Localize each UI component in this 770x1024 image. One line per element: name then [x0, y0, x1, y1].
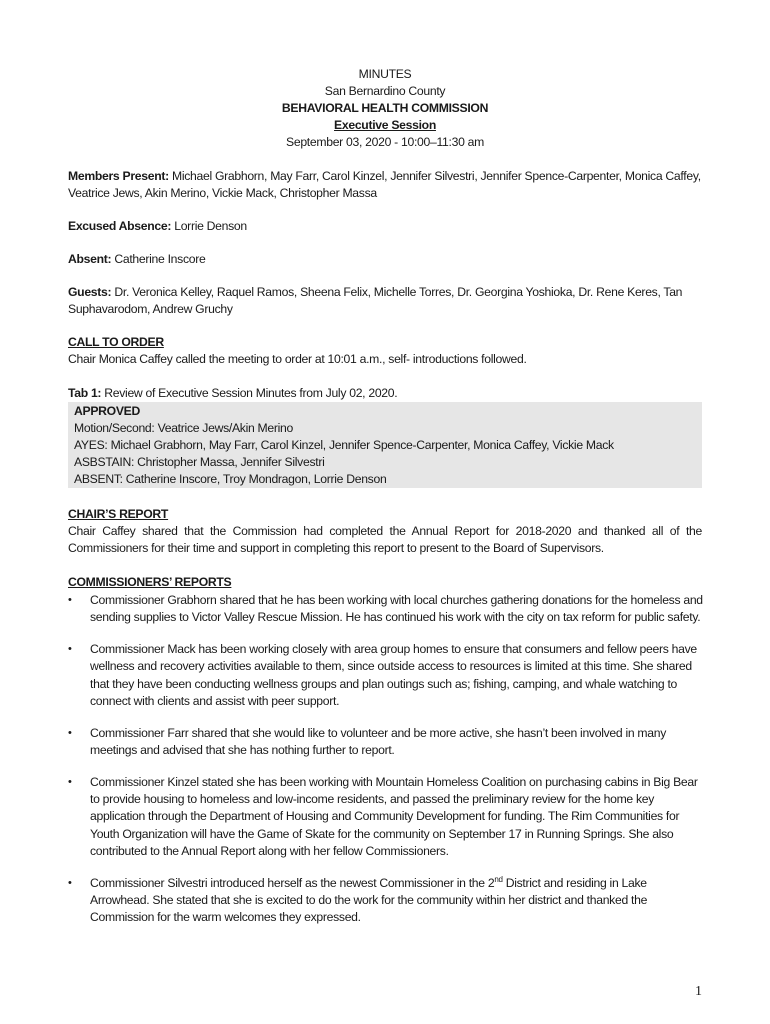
bullet-icon: • [68, 726, 72, 739]
commissioners-reports-title: COMMISSIONERS’ REPORTS [68, 575, 232, 589]
call-to-order-title: CALL TO ORDER [68, 335, 164, 349]
bullet-icon: • [68, 775, 72, 788]
list-item [68, 725, 708, 760]
report-text-after: District and residing in Lake Arrowhead. She stated that she is excited to do the work for the community within her district and thanked the Commission for the warm welcomes they expressed. [90, 875, 648, 925]
absent [68, 251, 704, 268]
absent-text: Catherine Inscore [111, 252, 206, 266]
bullet-icon: • [68, 594, 72, 606]
guests [68, 284, 704, 319]
members-label: Members Present: [68, 169, 169, 183]
report-text: Commissioner Mack has been working closely with area group homes to ensure that consumers and fellow peers have wellness and recovery activities available to them, since outside access to resources is limited at this time. She shared that they have been conducting wellness groups and plan outings such as; fishing, camping, and whale watching to connect with clients and assist with peer support. [90, 642, 697, 708]
guests-text: Dr. Veronica Kelley, Raquel Ramos, Sheena Felix, Michelle Torres, Dr. Georgina Yoshioka, Dr. Rene Keres, Tan Suphavarodom, Andrew Gruchy [68, 285, 683, 317]
tab1-text: Review of Executive Session Minutes from July 02, 2020. [101, 386, 398, 400]
members-present [68, 168, 704, 203]
bullet-icon: • [68, 643, 72, 656]
guests-label: Guests: [68, 285, 112, 299]
minutes-header [0, 66, 770, 151]
excused-absence [68, 218, 704, 235]
page-number: 1 [695, 984, 702, 999]
list-item [68, 592, 708, 627]
vote-ayes: AYES: Michael Grabhorn, May Farr, Carol Kinzel, Jennifer Spence-Carpenter, Monica Caffey, Vickie Mack [74, 438, 614, 452]
chairs-report-text: Chair Caffey shared that the Commission had completed the Annual Report for 2018-2020 and thanked all of the Commissioners for their time and support in completing this report to present to the Board of Supervisors. [68, 524, 702, 556]
chairs-report-heading [68, 506, 704, 523]
list-item [68, 641, 708, 710]
header-session: Executive Session [334, 118, 436, 132]
commissioners-reports-list [68, 592, 708, 941]
chairs-report-title: CHAIR’S REPORT [68, 507, 169, 521]
header-commission: BEHAVIORAL HEALTH COMMISSION [281, 101, 489, 115]
tab1-label: Tab 1: [68, 386, 102, 400]
excused-label: Excused Absence: [68, 219, 172, 233]
report-text-sup: nd [494, 874, 503, 884]
tab1-line [68, 385, 704, 402]
header-county: San Bernardino County [324, 84, 446, 98]
report-text-before: Commissioner Silvestri introduced herself as the newest Commissioner in the 2 [90, 875, 495, 890]
excused-text: Lorrie Denson [171, 219, 247, 233]
header-minutes: MINUTES [358, 67, 412, 81]
call-to-order-heading [68, 334, 704, 351]
members-text: Michael Grabhorn, May Farr, Carol Kinzel, Jennifer Silvestri, Jennifer Spence-Carpenter, Monica Caffey, Veatrice Jews, Akin Merino, Vickie Mack, Christopher Massa [68, 169, 701, 201]
report-text: Commissioner Kinzel stated she has been working with Mountain Homeless Coalition on purchasing cabins in Big Bear to provide housing to homeless and low-income residents, and passed the preliminary review for the home key application through the Department of Housing and Community Development for funding. The Rim Communities for Youth Organization will have the Game of Skate for the community on September 17 in Running Springs. She also contributed to the Annual Report along with her fellow Commissioners. [90, 774, 698, 859]
list-item [68, 875, 708, 927]
report-text: Commissioner Farr shared that she would like to volunteer and be more active, she hasn’t been involved in many meetings and advised that she has nothing further to report. [90, 725, 667, 758]
bullet-icon: • [68, 876, 72, 889]
vote-abstain: ASBSTAIN: Christopher Massa, Jennifer Silvestri [74, 455, 325, 469]
commissioners-reports-heading [68, 574, 704, 591]
vote-motion: Motion/Second: Veatrice Jews/Akin Merino [74, 421, 293, 435]
call-to-order-text: Chair Monica Caffey called the meeting to order at 10:01 a.m., self- introductions followed. [68, 352, 527, 366]
absent-label: Absent: [68, 252, 112, 266]
vote-absent: ABSENT: Catherine Inscore, Troy Mondragon, Lorrie Denson [74, 472, 387, 486]
list-item [68, 774, 708, 860]
vote-status: APPROVED [74, 404, 141, 418]
header-date: September 03, 2020 - 10:00–11:30 am [286, 135, 484, 149]
report-text: Commissioner Grabhorn shared that he has been working with local churches gathering donations for the homeless and sending supplies to Victor Valley Rescue Mission. He has continued his work with the city on tax reform for public safety. [90, 593, 703, 625]
